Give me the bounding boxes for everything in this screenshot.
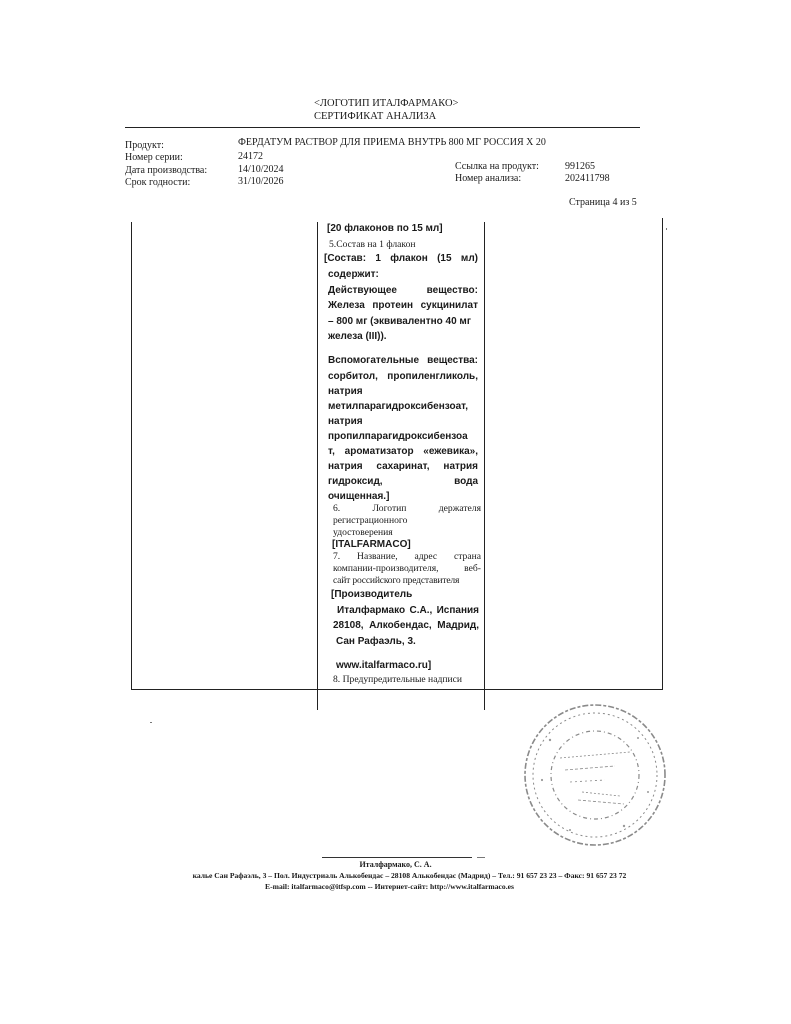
cell-line-17: гидроксид, вода xyxy=(328,476,478,487)
cell-line-08: железа (III)). xyxy=(328,331,387,342)
cell-line-24: компании-производителя, веб- xyxy=(333,563,481,574)
cell-line-09: Вспомогательные вещества: xyxy=(328,355,478,366)
cell-line-18: очищенная.] xyxy=(328,491,390,502)
product-value: ФЕРДАТУМ РАСТВОР ДЛЯ ПРИЕМА ВНУТРЬ 800 МГ РОССИЯ X 20 xyxy=(238,137,546,148)
cell-line-27: Италфармако С.А., Испания xyxy=(337,605,479,616)
footer-address: калье Сан Рафаэль, 3 – Пол. Индустриаль Алькобендас – 28108 Алькобендас (Мадрид) – Тел.: 91 657 23 23 – Факс: 91 657 23 72 xyxy=(192,871,627,880)
header-divider xyxy=(125,127,640,128)
cell-line-07: – 800 мг (эквивалентно 40 мг xyxy=(328,316,471,327)
cell-line-23: 7. Название, адрес страна xyxy=(333,551,481,562)
cell-line-12: метилпарагидроксибензоат, xyxy=(328,401,469,412)
cell-line-20: регистрационного xyxy=(333,515,408,526)
cell-line-03: [Состав: 1 флакон (15 мл) xyxy=(324,253,478,264)
table-border-left xyxy=(131,222,132,690)
production-date-value: 14/10/2024 xyxy=(238,164,284,175)
cell-line-10: сорбитол, пропиленгликоль, xyxy=(328,371,478,382)
page-indicator: Страница 4 из 5 xyxy=(569,197,637,208)
cell-line-29: Сан Рафаэль, 3. xyxy=(336,636,416,647)
cell-line-21: удостоверения xyxy=(333,527,393,538)
cell-line-19: 6. Логотип держателя xyxy=(333,503,481,514)
footer-divider xyxy=(322,857,472,858)
company-stamp xyxy=(520,700,670,850)
page-mark xyxy=(666,228,667,230)
cell-line-05: Действующее вещество: xyxy=(328,285,478,296)
cell-line-31: 8. Предупредительные надписи xyxy=(333,674,462,685)
cell-line-22: [ITALFARMACO] xyxy=(332,539,411,550)
product-ref-label: Ссылка на продукт: xyxy=(455,161,539,172)
product-ref-value: 991265 xyxy=(565,161,595,172)
document-title: СЕРТИФИКАТ АНАЛИЗА xyxy=(314,111,437,122)
cell-line-04: содержит: xyxy=(328,269,379,280)
cell-line-25: сайт российского представителя xyxy=(333,575,460,586)
product-label: Продукт: xyxy=(125,140,164,151)
cell-line-30: www.italfarmaco.ru] xyxy=(336,660,432,671)
cell-line-02: 5.Состав на 1 флакон xyxy=(329,239,416,250)
batch-label: Номер серии: xyxy=(125,152,183,163)
batch-value: 24172 xyxy=(238,151,263,162)
table-border-bottom xyxy=(131,689,663,690)
analysis-number-value: 202411798 xyxy=(565,173,610,184)
cell-line-14: пропилпарагидроксибензоа xyxy=(328,431,468,442)
cell-line-06: Железа протеин сукцинилат xyxy=(328,300,478,311)
cell-line-01: [20 флаконов по 15 мл] xyxy=(327,223,443,234)
cell-line-16: натрия сахаринат, натрия xyxy=(328,461,478,472)
cell-line-15: т, ароматизатор «ежевика», xyxy=(328,446,478,457)
expiry-value: 31/10/2026 xyxy=(238,176,284,187)
footer-dash xyxy=(477,857,485,858)
expiry-label: Срок годности: xyxy=(125,177,191,188)
cell-line-13: натрия xyxy=(328,416,363,427)
footer-contacts: E-mail: italfarmaco@itfsp.com -- Интернет-сайт: http://www.italfarmaco.es xyxy=(265,882,514,891)
page-mark xyxy=(150,722,152,723)
table-column-divider-left xyxy=(317,222,318,710)
production-date-label: Дата производства: xyxy=(125,165,208,176)
cell-line-11: натрия xyxy=(328,386,363,397)
footer-company: Италфармако, С. А. xyxy=(359,860,432,869)
cell-line-28: 28108, Алкобендас, Мадрид, xyxy=(333,620,479,631)
table-border-right xyxy=(662,218,663,690)
cell-line-26: [Производитель xyxy=(331,589,413,600)
logo-placeholder: <ЛОГОТИП ИТАЛФАРМАКО> xyxy=(314,98,459,109)
analysis-number-label: Номер анализа: xyxy=(455,173,522,184)
